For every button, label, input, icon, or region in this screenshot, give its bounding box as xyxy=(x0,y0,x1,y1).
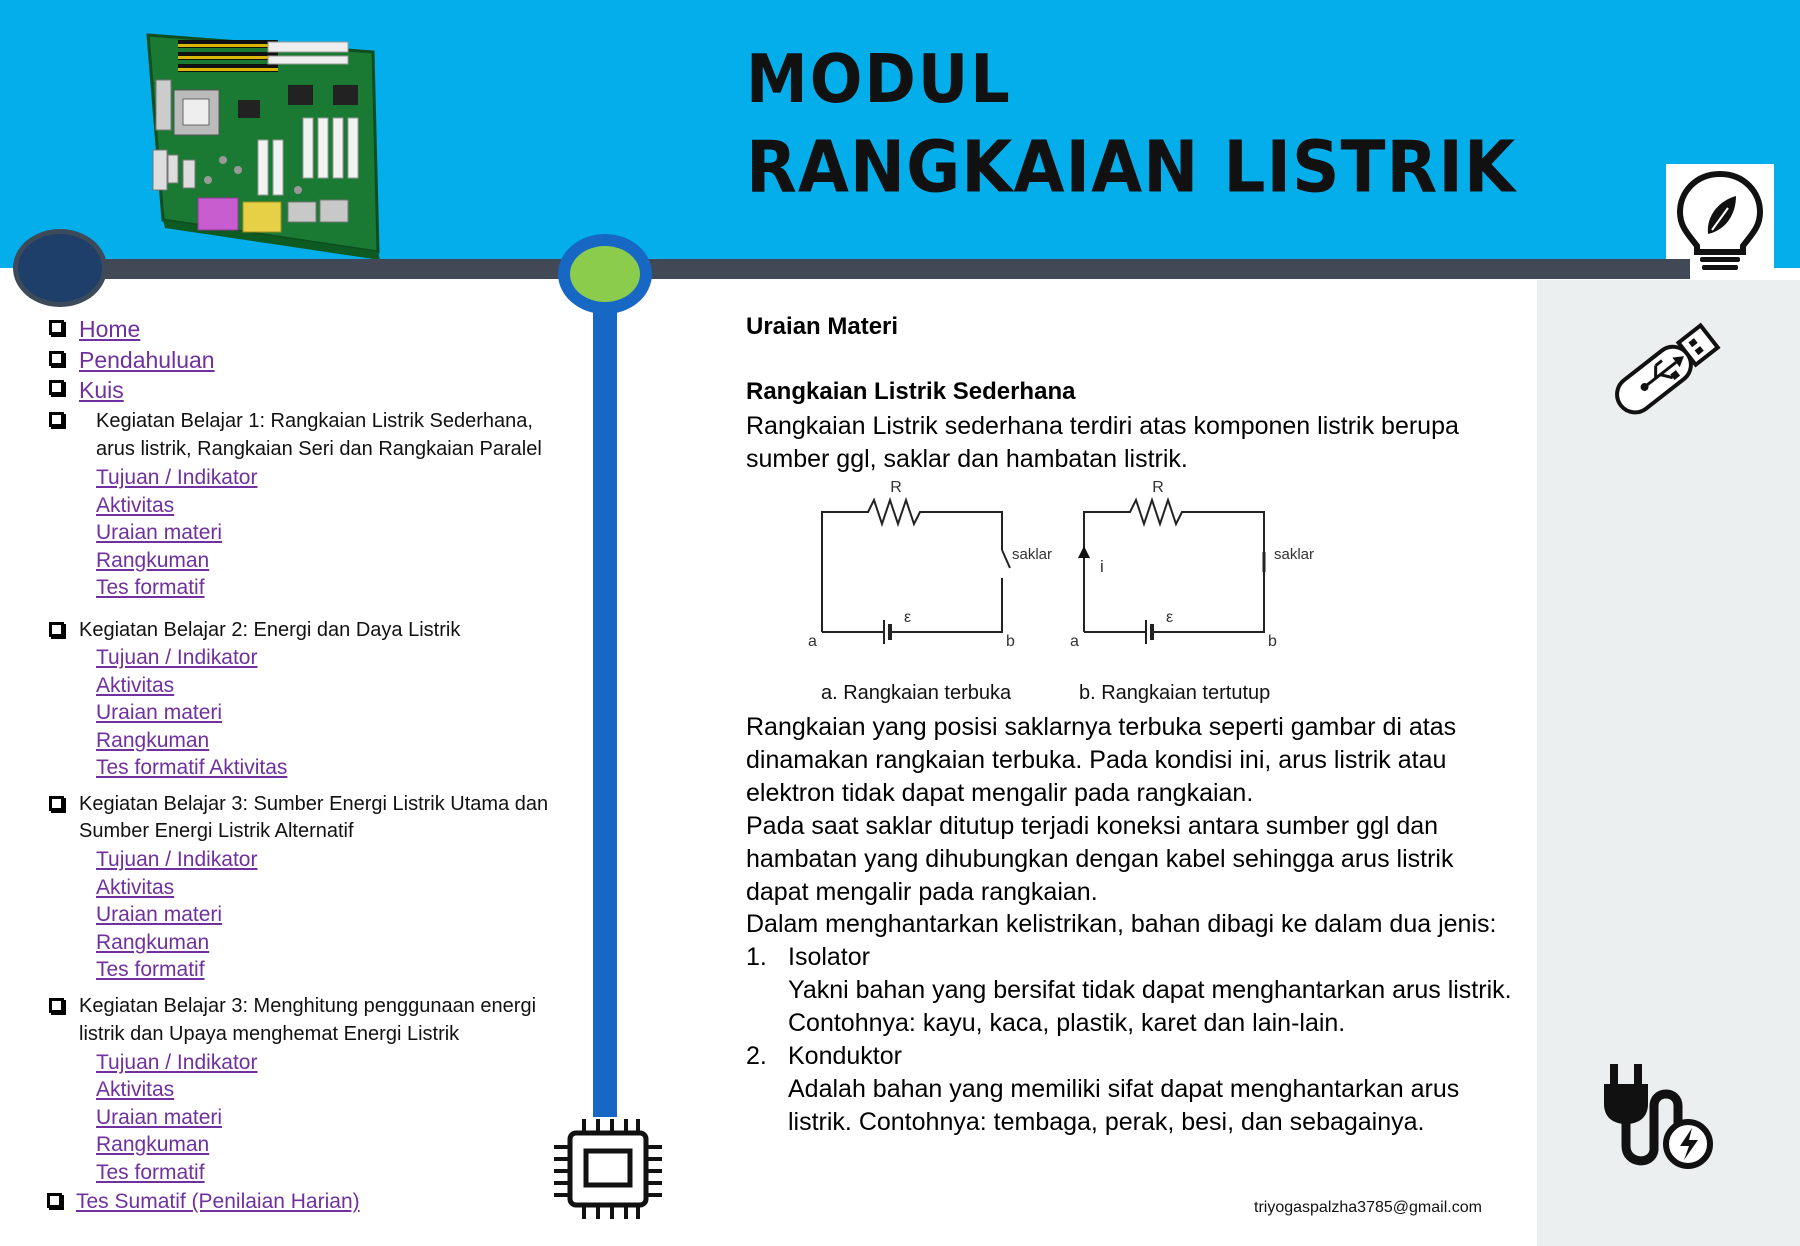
resistor-label-b: R xyxy=(1152,479,1164,496)
kb3-link-aktivitas[interactable]: Aktivitas xyxy=(96,876,175,899)
kb4-link-aktivitas[interactable]: Aktivitas xyxy=(96,1078,175,1101)
author-email: triyogaspalzha3785@gmail.com xyxy=(1254,1199,1482,1216)
kb3-title-line1: Kegiatan Belajar 3: Sumber Energi Listrik Utama dan xyxy=(79,793,549,815)
list-konduktor-line-1: Adalah bahan yang memiliki sifat dapat menghantarkan arus xyxy=(788,1075,1460,1103)
body-line-5: hambatan yang dihubungkan dengan kabel sehingga arus listrik xyxy=(746,845,1454,873)
title-line-1: MODUL xyxy=(746,39,1012,119)
list-isolator-line-2: Contohnya: kayu, kaca, plastik, karet dan lain-lain. xyxy=(788,1009,1346,1037)
switch-label-a: saklar xyxy=(1012,546,1053,563)
list-number-1: 1. xyxy=(746,943,767,971)
kb2-link-tujuan[interactable]: Tujuan / Indikator xyxy=(96,646,258,669)
node-label-a2: a xyxy=(1070,633,1079,650)
node-label-b2: b xyxy=(1268,633,1277,650)
list-konduktor-line-2: listrik. Contohnya: tembaga, perak, besi, dan sebagainya. xyxy=(788,1108,1425,1136)
body-line-4: Pada saat saklar ditutup terjadi koneksi antara sumber ggl dan xyxy=(746,812,1439,840)
timeline-rail xyxy=(40,259,1690,279)
title-line-2: RANGKAIAN LISTRIK xyxy=(746,125,1517,209)
bullet-checkbox-icon xyxy=(47,1193,62,1208)
usb-drive-icon xyxy=(1600,314,1726,426)
open-circuit-diagram xyxy=(822,500,1010,644)
current-arrow-icon xyxy=(1078,546,1090,558)
section-title: Uraian Materi xyxy=(746,313,899,340)
kb1-title-line1: Kegiatan Belajar 1: Rangkaian Listrik Sederhana, xyxy=(96,410,533,432)
kb1-link-aktivitas[interactable]: Aktivitas xyxy=(96,494,175,517)
circuit-diagrams xyxy=(800,472,1330,662)
kb1-title-line2: arus listrik, Rangkaian Seri dan Rangkaian Paralel xyxy=(96,438,542,460)
resistor-label-a: R xyxy=(890,479,902,496)
kb1-link-tujuan[interactable]: Tujuan / Indikator xyxy=(96,466,258,489)
bullet-checkbox-icon xyxy=(49,622,64,637)
intro-line-2: sumber ggl, saklar dan hambatan listrik. xyxy=(746,445,1188,473)
kb2-link-uraian[interactable]: Uraian materi xyxy=(96,701,223,724)
current-label: i xyxy=(1100,557,1104,576)
body-line-6: dapat mengalir pada rangkaian. xyxy=(746,878,1098,906)
kb4-title-line2: listrik dan Upaya menghemat Energi Listrik xyxy=(79,1023,460,1045)
kb1-link-tes[interactable]: Tes formatif xyxy=(96,576,205,599)
kb3-title-line2: Sumber Energi Listrik Alternatif xyxy=(79,820,354,842)
power-plug-icon xyxy=(1604,1064,1724,1170)
nav-link-tes-sumatif[interactable]: Tes Sumatif (Penilaian Harian) xyxy=(76,1190,360,1213)
body-line-1: Rangkaian yang posisi saklarnya terbuka seperti gambar di atas xyxy=(746,713,1457,741)
emf-label-a: ε xyxy=(904,609,912,626)
kb2-title: Kegiatan Belajar 2: Energi dan Daya Listrik xyxy=(79,619,461,641)
node-label-b1: b xyxy=(1006,633,1015,650)
nav-link-home[interactable]: Home xyxy=(79,316,141,342)
motherboard-image xyxy=(138,30,438,260)
kb4-title-line1: Kegiatan Belajar 3: Menghitung penggunaan energi xyxy=(79,995,537,1017)
kb2-link-rangkuman[interactable]: Rangkuman xyxy=(96,729,210,752)
kb2-link-tes-aktivitas[interactable]: Tes formatif Aktivitas xyxy=(96,756,288,779)
kb2-link-aktivitas[interactable]: Aktivitas xyxy=(96,674,175,697)
body-line-2: dinamakan rangkaian terbuka. Pada kondisi ini, arus listrik atau xyxy=(746,746,1447,774)
kb4-link-tes[interactable]: Tes formatif xyxy=(96,1161,205,1184)
kb3-link-tujuan[interactable]: Tujuan / Indikator xyxy=(96,848,258,871)
switch-label-b: saklar xyxy=(1274,546,1315,563)
body-line-3: elektron tidak dapat mengalir pada rangkaian. xyxy=(746,779,1254,807)
closed-circuit-diagram xyxy=(1084,500,1264,644)
emf-label-b: ε xyxy=(1166,609,1174,626)
bullet-checkbox-icon xyxy=(49,351,64,366)
nav-link-pendahuluan[interactable]: Pendahuluan xyxy=(79,347,215,373)
kb4-link-rangkuman[interactable]: Rangkuman xyxy=(96,1133,210,1156)
list-isolator-line-1: Yakni bahan yang bersifat tidak dapat menghantarkan arus listrik. xyxy=(788,976,1512,1004)
kb3-link-uraian[interactable]: Uraian materi xyxy=(96,903,223,926)
bullet-checkbox-icon xyxy=(49,320,64,335)
kb3-link-tes[interactable]: Tes formatif xyxy=(96,958,205,981)
node-label-a1: a xyxy=(808,633,817,650)
kb3-link-rangkuman[interactable]: Rangkuman xyxy=(96,931,210,954)
list-number-2: 2. xyxy=(746,1042,767,1070)
timeline-trunk xyxy=(593,300,617,1128)
intro-line-1: Rangkaian Listrik sederhana terdiri atas komponen listrik berupa xyxy=(746,412,1459,440)
list-title-isolator: Isolator xyxy=(788,943,870,971)
bullet-checkbox-icon xyxy=(49,796,64,811)
kb1-link-uraian[interactable]: Uraian materi xyxy=(96,521,223,544)
kb4-link-tujuan[interactable]: Tujuan / Indikator xyxy=(96,1051,258,1074)
cpu-chip-icon xyxy=(550,1117,666,1221)
rail-node-left xyxy=(13,229,107,307)
list-title-konduktor: Konduktor xyxy=(788,1042,902,1070)
caption-closed-circuit: b. Rangkaian tertutup xyxy=(1079,682,1271,704)
subsection-title: Rangkaian Listrik Sederhana xyxy=(746,378,1076,405)
caption-open-circuit: a. Rangkaian terbuka xyxy=(821,682,1012,704)
rail-node-center xyxy=(558,234,652,314)
nav-link-kuis[interactable]: Kuis xyxy=(79,377,124,403)
body-line-7: Dalam menghantarkan kelistrikan, bahan dibagi ke dalam dua jenis: xyxy=(746,910,1497,938)
bullet-checkbox-icon xyxy=(49,380,64,395)
bullet-checkbox-icon xyxy=(49,998,64,1013)
kb4-link-uraian[interactable]: Uraian materi xyxy=(96,1106,223,1129)
bullet-checkbox-icon xyxy=(49,412,64,427)
kb1-link-rangkuman[interactable]: Rangkuman xyxy=(96,549,210,572)
